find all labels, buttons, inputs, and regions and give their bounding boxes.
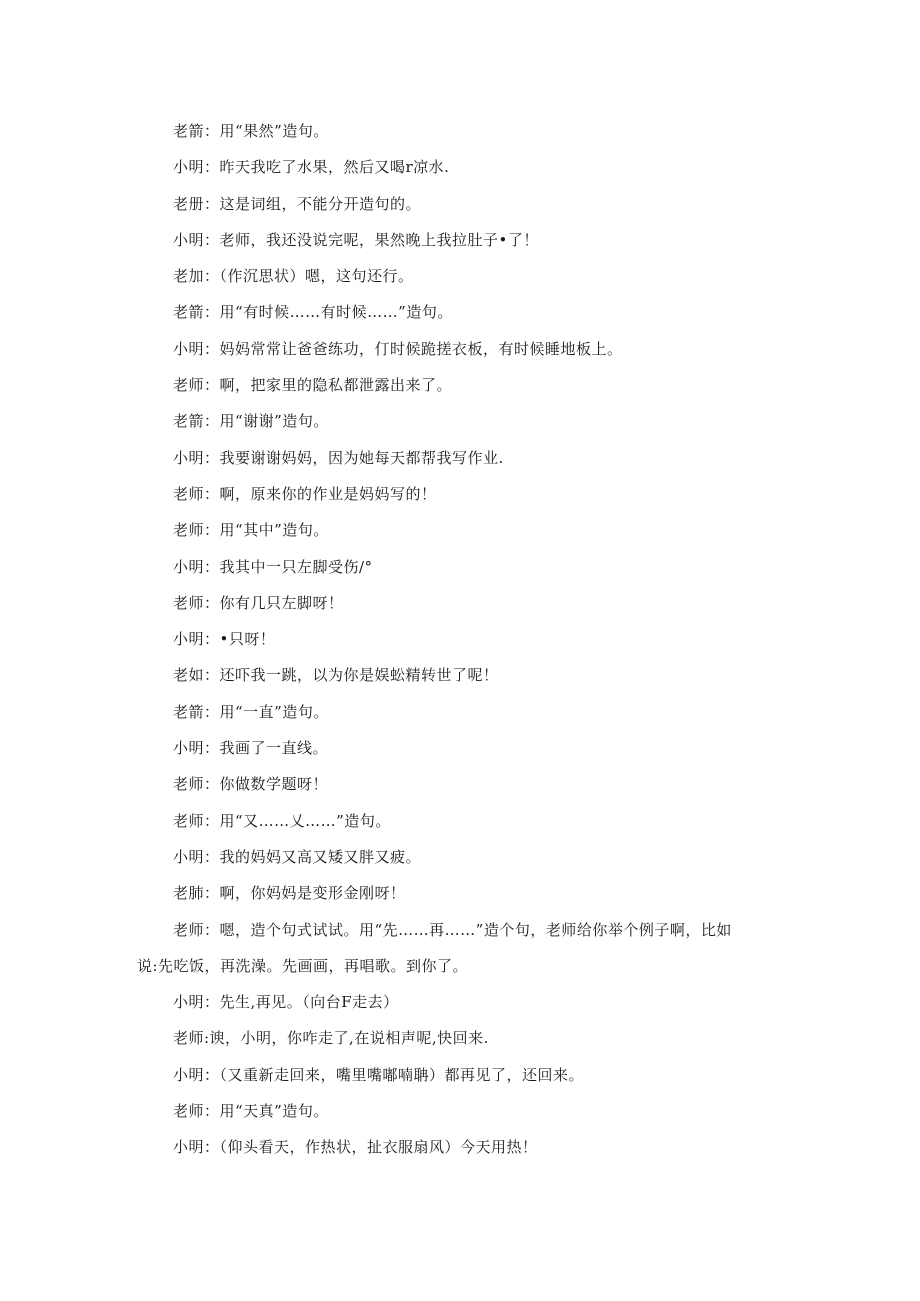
- dialogue-line: 老师:谀，小明，你咋走了,在说相声呢,快回来.: [173, 1029, 489, 1048]
- dialogue-line: 小明：先生,再见。（向台F走去）: [173, 993, 399, 1012]
- dialogue-line: 老师：你有几只左脚呀！: [173, 593, 344, 612]
- dialogue-line: 老箭：用“果然”造句。: [173, 122, 329, 140]
- dialogue-line: 老肺：啊，你妈妈是变形金刚呀！: [173, 884, 406, 903]
- dialogue-line: 老箭：用“谢谢”造句。: [173, 412, 329, 431]
- dialogue-line: 小明：（又重新走回来，嘴里嘴嘟喃聃）都再见了，还回来。: [173, 1065, 585, 1084]
- dialogue-line: 小明：老师，我还没说完呢，果然晚上我拉肚子•了！: [173, 230, 539, 249]
- dialogue-line: 老师：你做数学题呀！: [173, 775, 329, 794]
- dialogue-line: 小明：•只呀！: [173, 630, 276, 649]
- dialogue-line: 老师：啊，原来你的作业是妈妈写的！: [173, 484, 437, 503]
- dialogue-line: 小明：我画了一直线。: [173, 739, 329, 758]
- dialogue-line: 小明：我要谢谢妈妈，因为她每天都帮我写作业.: [173, 448, 504, 467]
- dialogue-line: 老师：嗯，造个句式试试。用“先……再……”造个句，老师给你举个例子啊，比如说:先吃饭，再洗澡。先画画，再唱歌。到你了。: [137, 920, 732, 975]
- dialogue-line: 老如：还吓我一跳，以为你是娱蚣精转世了呢！: [173, 666, 499, 685]
- dialogue-line: 老加：（作沉思状）嗯，这句还行。: [173, 267, 414, 286]
- dialogue-text: [137, 113, 737, 1166]
- dialogue-line: 小明：妈妈常常让爸爸练功，仃时候跪搓衣板，有时候睡地板上。: [173, 339, 623, 358]
- dialogue-line: 小明：（仰头看天，作热状，扯衣服扇风）今天用热！: [173, 1138, 538, 1157]
- dialogue-line: 老师：啊，把家里的隐私都泄露出来了。: [173, 376, 453, 395]
- dialogue-line: 老箭：用“有时候……有时候……”造句。: [173, 303, 453, 322]
- dialogue-line: 老师：用“天真”造句。: [173, 1102, 329, 1121]
- dialogue-line: 小明：我的妈妈又高又矮又胖又疲。: [173, 847, 422, 866]
- dialogue-line: 小明：我其中一只左脚受伤/°: [173, 557, 373, 576]
- dialogue-line: 老箭：用“一直”造句。: [173, 702, 329, 721]
- dialogue-line: 老师：用“其中”造句。: [173, 521, 329, 540]
- dialogue-line: 老册：这是词组，不能分开造句的。: [173, 194, 422, 213]
- dialogue-line: 小明：昨天我吃了水果，然后又喝r凉水.: [173, 158, 450, 177]
- dialogue-line: 老师：用“又……乂……”造句。: [173, 811, 391, 830]
